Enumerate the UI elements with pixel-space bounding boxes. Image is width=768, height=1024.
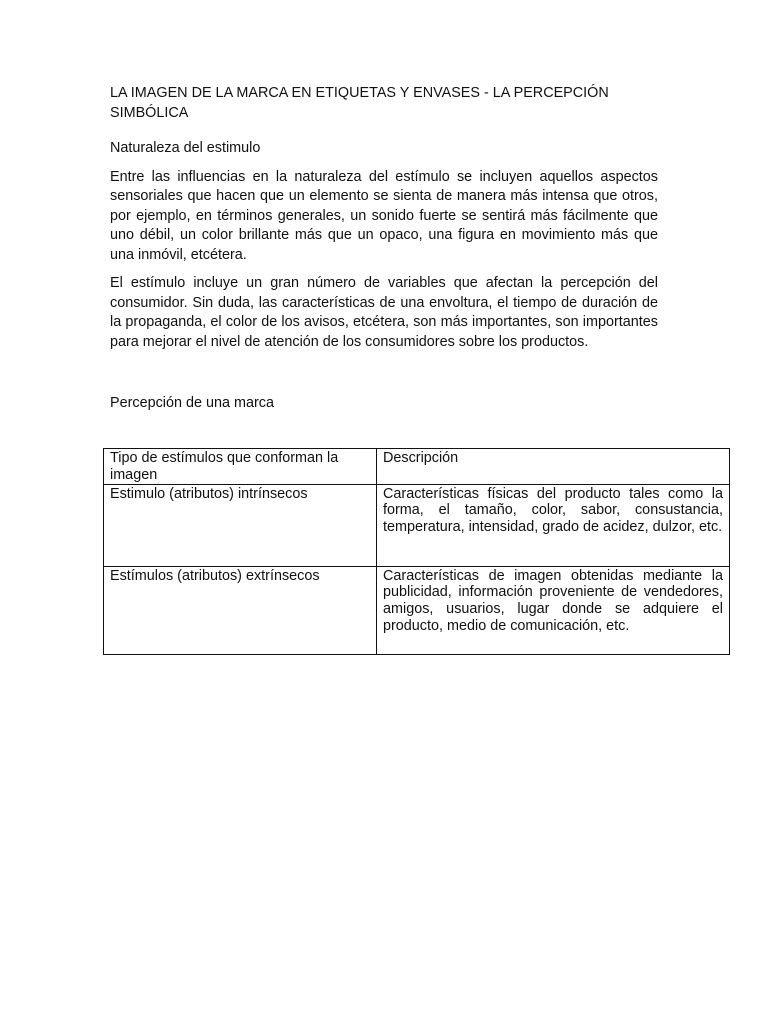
document-title: LA IMAGEN DE LA MARCA EN ETIQUETAS Y ENVASES - LA PERCEPCIÓN SIMBÓLICA [110,85,609,121]
table-cell-descripcion: Características de imagen obtenidas mediante la publicidad, información proveniente de vendedores, amigos, usuarios, lugar donde se adquiere el producto, medio de comunicación, etc. [377,566,730,654]
table-cell-tipo: Estímulos (atributos) extrínsecos [104,566,377,654]
paragraph-2: El estímulo incluye un gran número de variables que afectan la percepción del consumidor. Sin duda, las características de una envoltura, el tiempo de duración de la propaganda, el color de los avisos, etcétera, son más importantes, son importantes para mejorar el nivel de atención de los consumidores sobre los productos. [110,275,658,350]
table-row [104,484,730,566]
table-row [104,566,730,654]
table-cell-tipo: Estimulo (atributos) intrínsecos [104,484,377,566]
table-cell-descripcion: Características físicas del producto tales como la forma, el tamaño, color, sabor, consustancia, temperatura, intensidad, grado de acidez, dulzor, etc. [377,484,730,566]
document-body [110,84,658,414]
table-header-row [104,449,730,485]
table-header-tipo: Tipo de estímulos que conforman la imagen [104,449,377,485]
table-header-descripcion: Descripción [377,449,730,485]
section-heading: Naturaleza del estimulo [110,140,261,156]
table-heading: Percepción de una marca [110,395,274,411]
perception-table [103,448,730,655]
paragraph-1: Entre las influencias en la naturaleza del estímulo se incluyen aquellos aspectos sensoriales que hacen que un elemento se sienta de manera más intensa que otros, por ejemplo, en términos generales, un sonido fuerte se sentirá más fácilmente que uno débil, un color brillante más que un opaco, una figura en movimiento más que una inmóvil, etcétera. [110,168,658,263]
